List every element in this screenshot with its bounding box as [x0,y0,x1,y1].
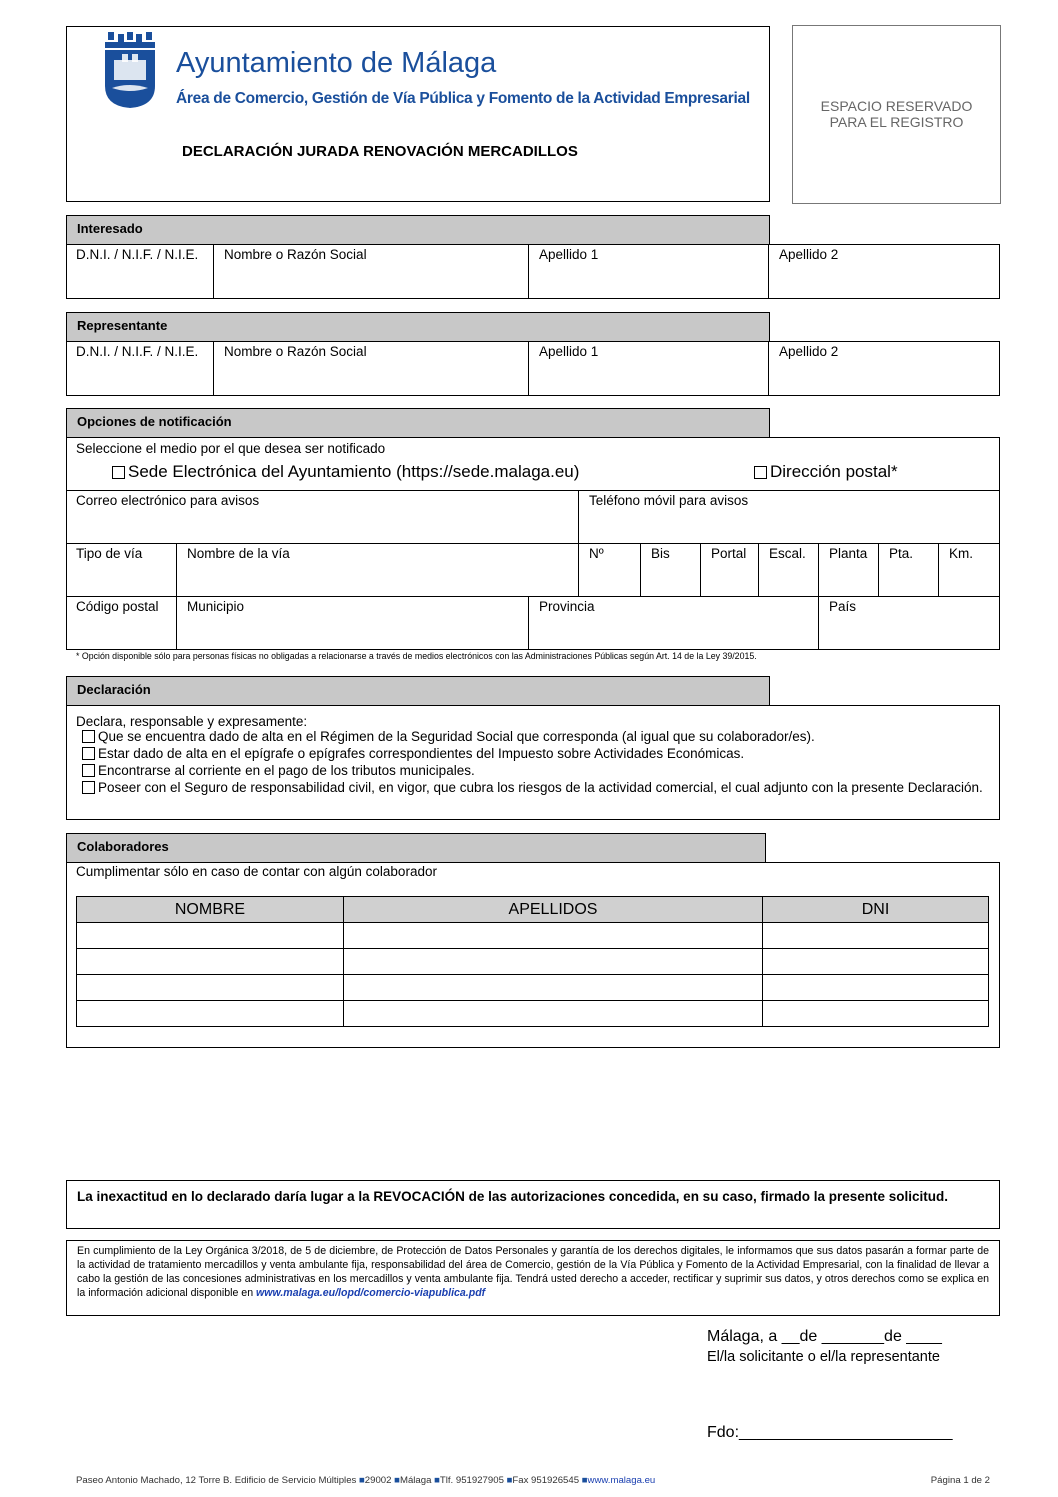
colaborador-dni-cell[interactable] [763,949,989,975]
square-bullet-icon: ■ [581,1475,588,1486]
colaborador-apellidos-cell[interactable] [344,975,763,1001]
signature-date-line[interactable]: Málaga, a __de _______de ____ [707,1328,942,1345]
document-title: DECLARACIÓN JURADA RENOVACIÓN MERCADILLOS [182,143,578,160]
revocacion-warning-box [66,1180,1000,1229]
table-row [77,975,989,1001]
square-bullet-icon: ■ [506,1475,513,1486]
colaborador-nombre-cell[interactable] [77,949,344,975]
signature-fdo-line[interactable]: Fdo:________________________ [707,1424,953,1441]
planta-field[interactable]: Planta [829,546,868,561]
notificacion-select-label: Seleccione el medio por el que desea ser notificado [76,441,386,456]
warning-emphasis: REVOCACIÓN [373,1189,465,1204]
footer-tlf: Tlf. 951927905 [439,1475,504,1486]
email-avisos-field[interactable]: Correo electrónico para avisos [76,493,260,508]
footer-web-link[interactable]: www.malaga.eu [587,1475,656,1486]
declaracion-checkbox[interactable] [82,747,95,760]
notificacion-footnote: * Opción disponible sólo para personas físicas no obligadas a relacionarse a través de medios electrónicos con las Administraciones Públicas según Art. 14 de la Ley 39/2015. [76,651,757,661]
declaracion-item[interactable] [82,763,992,779]
privacy-text: En cumplimiento de la Ley Orgánica 3/2018, de 5 de diciembre, de Protección de Datos Personales y garantía de los derechos digitales, le informamos que sus datos pasarán a formar parte de la actividad de tratamiento mercadillos y venta ambulante fija, responsabilidad del área de Comercio, gestión de la Vía Pública y Fomento de la Actividad Empresarial, con la finalidad de llevar a cabo la gestión de las concesiones administrativas en los mercadillos y venta ambulante fija. Tendrá usted derecho a acceder, rectificar y suprimir sus datos, y otros derechos como se explica en la información adicional disponible en [77,1245,989,1299]
codigo-postal-field[interactable]: Código postal [76,599,159,614]
warning-text-part2: de las autorizaciones concedida, en su caso, firmado la presente solicitud. [464,1189,949,1204]
warning-text-part1: La inexactitud en lo declarado daría lugar a la [77,1189,374,1204]
coat-of-arms-logo [102,32,158,108]
declaracion-item-text: Encontrarse al corriente en el pago de los tributos municipales. [98,763,475,778]
interesado-nombre-field[interactable]: Nombre o Razón Social [224,247,367,262]
square-bullet-icon: ■ [434,1475,440,1486]
footer-postal: 29002 [364,1475,392,1486]
colaboradores-note: Cumplimentar sólo en caso de contar con algún colaborador [76,864,437,879]
footer-city: Málaga [399,1475,432,1486]
declaracion-item-text: Que se encuentra dado de alta en el Régimen de la Seguridad Social que corresponda (al igual que su colaborador/es). [98,729,815,744]
signature-role-line: El/la solicitante o el/la representante [707,1349,940,1365]
km-field[interactable]: Km. [949,546,974,561]
footer-address: Paseo Antonio Machado, 12 Torre B. Edificio de Servicio Múltiples [76,1475,357,1486]
direccion-postal-label: Dirección postal* [770,462,898,481]
page-number: Página 1 de 2 [930,1475,990,1486]
colaborador-dni-cell[interactable] [763,1001,989,1027]
interesado-apellido2-field[interactable]: Apellido 2 [779,247,839,262]
declaracion-checkbox[interactable] [82,730,95,743]
direccion-postal-option[interactable] [754,462,898,482]
declaracion-checkbox[interactable] [82,764,95,777]
escalera-field[interactable]: Escal. [769,546,806,561]
column-header-nombre: NOMBRE [77,897,344,923]
colaboradores-table [76,896,989,1027]
table-row [77,923,989,949]
sede-electronica-option[interactable] [112,462,579,482]
colaborador-apellidos-cell[interactable] [344,923,763,949]
registry-reserved-box [792,25,1001,204]
colaboradores-section-header: Colaboradores [66,833,766,863]
declaracion-item-text: Poseer con el Seguro de responsabilidad civil, en vigor, que cubra los riesgos de la actividad comercial, el cual adjunto con la presente Declaración. [98,780,983,795]
tipo-via-field[interactable]: Tipo de vía [76,546,143,561]
declaracion-intro: Declara, responsable y expresamente: [76,714,308,729]
registry-label-line1: ESPACIO RESERVADO [820,98,973,114]
interesado-apellido1-field[interactable]: Apellido 1 [539,247,599,262]
square-bullet-icon: ■ [394,1475,400,1486]
square-bullet-icon: ■ [359,1475,365,1486]
org-subtitle: Área de Comercio, Gestión de Vía Pública y Fomento de la Actividad Empresarial [176,90,750,107]
representante-section-header: Representante [66,312,770,342]
declaracion-checkbox[interactable] [82,781,95,794]
colaborador-dni-cell[interactable] [763,923,989,949]
column-header-apellidos: APELLIDOS [344,897,763,923]
colaborador-nombre-cell[interactable] [77,1001,344,1027]
provincia-field[interactable]: Provincia [539,599,595,614]
puerta-field[interactable]: Pta. [889,546,914,561]
interesado-section-header: Interesado [66,215,770,245]
representante-apellido1-field[interactable]: Apellido 1 [539,344,599,359]
page-footer [76,1475,990,1486]
footer-fax: Fax 951926545 [512,1475,580,1486]
declaracion-section-header: Declaración [66,676,770,706]
representante-apellido2-field[interactable]: Apellido 2 [779,344,839,359]
municipio-field[interactable]: Municipio [187,599,245,614]
table-row [77,949,989,975]
numero-field[interactable]: Nº [589,546,604,561]
representante-nombre-field[interactable]: Nombre o Razón Social [224,344,367,359]
representante-dni-field[interactable]: D.N.I. / N.I.F. / N.I.E. [76,344,199,359]
declaracion-item[interactable] [82,780,992,796]
portal-field[interactable]: Portal [711,546,747,561]
declaracion-item-text: Estar dado de alta en el epígrafe o epígrafes correspondientes del Impuesto sobre Actividades Económicas. [98,746,745,761]
declaracion-item[interactable] [82,746,992,762]
direccion-postal-checkbox[interactable] [754,466,767,479]
colaborador-apellidos-cell[interactable] [344,1001,763,1027]
colaborador-apellidos-cell[interactable] [344,949,763,975]
nombre-via-field[interactable]: Nombre de la vía [187,546,290,561]
table-row [77,1001,989,1027]
colaborador-dni-cell[interactable] [763,975,989,1001]
registry-label-line2: PARA EL REGISTRO [829,114,964,130]
interesado-dni-field[interactable]: D.N.I. / N.I.F. / N.I.E. [76,247,199,262]
telefono-avisos-field[interactable]: Teléfono móvil para avisos [589,493,749,508]
notificacion-section-header: Opciones de notificación [66,408,770,438]
privacy-link[interactable]: www.malaga.eu/lopd/comercio-viapublica.pdf [256,1287,486,1299]
pais-field[interactable]: País [829,599,857,614]
column-header-dni: DNI [763,897,989,923]
bis-field[interactable]: Bis [651,546,670,561]
colaborador-nombre-cell[interactable] [77,923,344,949]
colaborador-nombre-cell[interactable] [77,975,344,1001]
privacy-notice-box [66,1240,1000,1316]
declaracion-item[interactable] [82,729,992,745]
org-name: Ayuntamiento de Málaga [176,47,497,79]
sede-electronica-label: Sede Electrónica del Ayuntamiento (https://sede.malaga.eu) [128,462,580,481]
sede-electronica-checkbox[interactable] [112,466,125,479]
